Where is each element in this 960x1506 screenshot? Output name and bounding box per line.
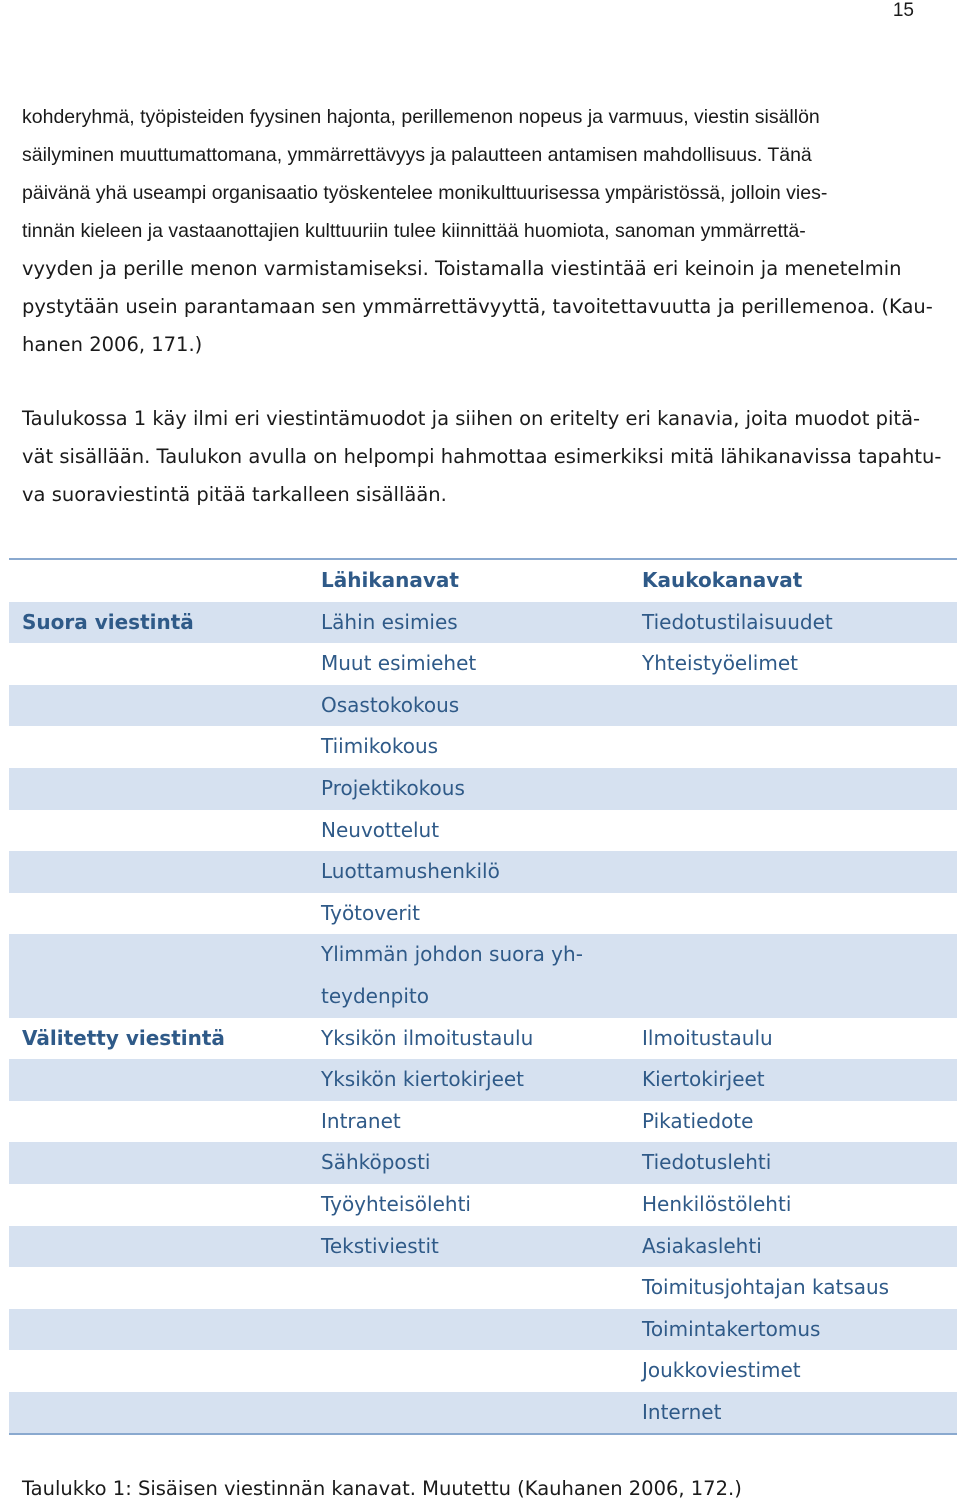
table-cell [308,1392,629,1435]
table-row [9,851,957,893]
table-cell: Tiedotuslehti [629,1142,957,1184]
table-row [9,1184,957,1226]
paragraph-line: hanen 2006, 171.) [22,333,203,356]
table-row [9,768,957,810]
table-cell [9,1059,308,1101]
table-cell [9,1309,308,1351]
paragraph-line: tinnän kieleen ja vastaanottajien kulttuuriin tulee kiinnittää huomiota, sanoman ymmärrettä- [22,220,806,242]
body-paragraph-1 [22,98,938,364]
table-cell: teydenpito [308,976,629,1018]
table-cell [629,726,957,768]
table-cell: Sähköposti [308,1142,629,1184]
table-cell: Yhteistyöelimet [642,651,798,676]
table-cell [9,851,308,893]
table-cell [9,1392,308,1435]
table-cell [629,893,957,935]
table-cell: Henkilöstölehti [642,1191,792,1216]
table-cell: Asiakaslehti [629,1226,957,1268]
table-cell: Yksikön kiertokirjeet [308,1059,629,1101]
table-cell [9,685,308,727]
table-cell [308,1350,629,1392]
table-row [9,685,957,727]
table-cell [629,810,957,852]
table-cell [629,976,957,1018]
table-cell: Neuvottelut [321,817,440,842]
row-category: Välitetty viestintä [22,1025,225,1050]
table-cell [9,1267,308,1309]
table-cell: Tiedotustilaisuudet [629,602,957,644]
table-cell: Yksikön ilmoitustaulu [321,1025,534,1050]
paragraph-line: vät sisällään. Taulukon avulla on helpompi hahmottaa esimerkiksi mitä lähikanavissa tapahtu- [22,445,942,468]
table-cell [9,1226,308,1268]
table-cell [9,643,308,685]
table-row [9,643,957,685]
table-cell: Työtoverit [321,900,421,925]
table-cell: Ylimmän johdon suora yh- [308,934,629,976]
table-row [9,934,957,976]
table-cell [9,1350,308,1392]
table-cell: Projektikokous [308,768,629,810]
table-cell [9,1184,308,1226]
table-caption: Taulukko 1: Sisäisen viestinnän kanavat. Muutettu (Kauhanen 2006, 172.) [22,1477,742,1500]
table-cell: Tiimikokous [321,734,439,759]
table-cell: Internet [629,1392,957,1435]
table-cell [9,768,308,810]
table-cell [9,934,308,976]
table-cell: Toimintakertomus [629,1309,957,1351]
table-row [9,1267,957,1309]
page-number: 15 [892,0,914,21]
table-cell: Ilmoitustaulu [642,1025,773,1050]
table-row [9,1392,957,1435]
table-cell: Luottamushenkilö [308,851,629,893]
paragraph-line: päivänä yhä useampi organisaatio työskentelee monikulttuurisessa ympäristössä, jolloin vies- [22,182,828,204]
table-row [9,1226,957,1268]
channels-table-wrapper [9,558,957,1435]
table-cell [629,851,957,893]
header-empty [9,559,308,602]
table-row [9,1142,957,1184]
paragraph-line: Taulukossa 1 käy ilmi eri viestintämuodot ja siihen on eritelty eri kanavia, joita muodot pitä- [22,407,921,430]
table-row [9,726,957,768]
table-cell [629,685,957,727]
table-cell: Muut esimiehet [321,651,477,676]
table-cell: Joukkoviestimet [642,1358,801,1383]
table-cell: Toimitusjohtajan katsaus [642,1275,890,1300]
paragraph-line: kohderyhmä, työpisteiden fyysinen hajonta, perillemenon nopeus ja varmuus, viestin sisällön [22,106,820,128]
table-row [9,1018,957,1060]
table-cell [308,1267,629,1309]
table-cell [9,810,308,852]
channels-table [9,558,957,1435]
table-row [9,1350,957,1392]
table-cell: Pikatiedote [642,1108,754,1133]
row-category: Suora viestintä [9,602,308,644]
table-row [9,893,957,935]
table-cell: Intranet [321,1108,401,1133]
table-cell [9,1142,308,1184]
paragraph-line: vyyden ja perille menon varmistamiseksi. Toistamalla viestintää eri keinoin ja menetelmin [22,257,902,280]
header-lahikanavat: Lähikanavat [321,568,459,592]
table-row [9,1101,957,1143]
table-cell: Osastokokous [308,685,629,727]
table-header-row [9,559,957,602]
table-cell: Tekstiviestit [308,1226,629,1268]
table-row [9,976,957,1018]
table-row [9,1309,957,1351]
table-cell [629,934,957,976]
paragraph-line: pystytään usein parantamaan sen ymmärrettävyyttä, tavoitettavuutta ja perillemenoa. (Kau- [22,295,933,318]
table-row [9,1059,957,1101]
paragraph-line: va suoraviestintä pitää tarkalleen sisällään. [22,483,447,506]
table-cell: Lähin esimies [308,602,629,644]
table-cell [629,768,957,810]
header-kaukokanavat: Kaukokanavat [642,568,803,592]
table-cell [9,976,308,1018]
table-cell [9,893,308,935]
table-cell [9,726,308,768]
body-paragraph-2 [22,400,942,514]
table-row [9,810,957,852]
table-cell: Työyhteisölehti [321,1191,471,1216]
table-cell [308,1309,629,1351]
table-row [9,602,957,644]
table-cell: Kiertokirjeet [629,1059,957,1101]
paragraph-line: säilyminen muuttumattomana, ymmärrettävyys ja palautteen antamisen mahdollisuus. Tänä [22,144,812,166]
table-cell [9,1101,308,1143]
